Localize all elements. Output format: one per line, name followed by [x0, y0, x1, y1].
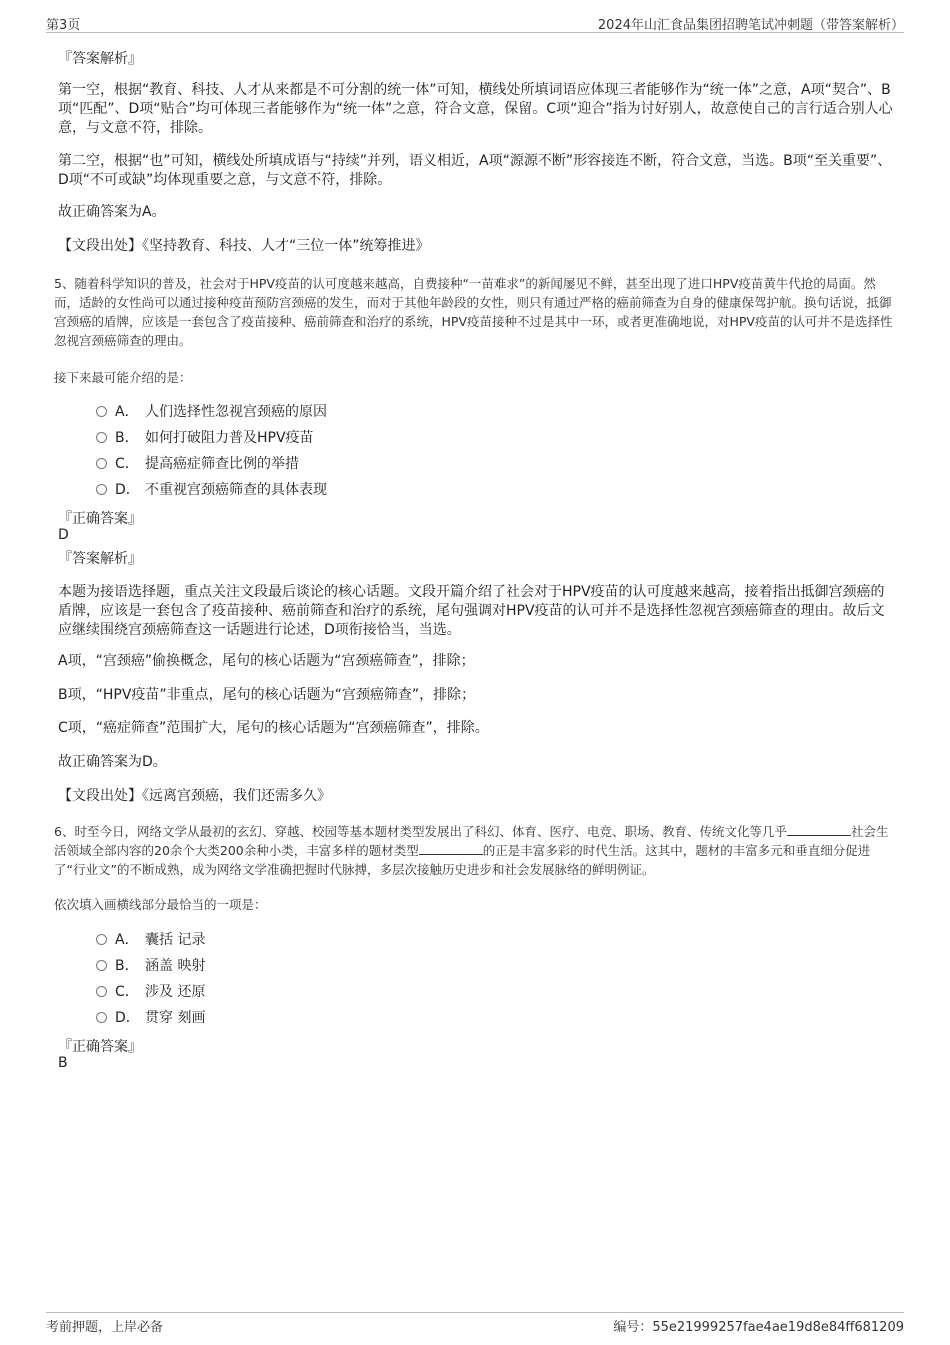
- fill-blank-1: [787, 823, 851, 836]
- q5-stem: 5、随着科学知识的普及，社会对于HPV疫苗的认可度越来越高，自费接种“一苗难求”的新闻屡见不鲜，甚至出现了进口HPV疫苗黄牛代抢的局面。然而，适龄的女性尚可以通过接种疫苗预防宫颈癌的发生，而对于其他年龄段的女性，则只有通过严格的癌前筛查为自身的健康保驾护航。换句话说，抵御宫颈癌的盾牌，应该是一套包含了疫苗接种、癌前筛查和治疗的系统，HPV疫苗接种不过是其中一环，或者更准确地说，对HPV疫苗的认可并不是选择性忽视宫颈癌筛查的理由。: [54, 276, 893, 348]
- q6-option-d[interactable]: D． 贯穿 刻画: [96, 1007, 205, 1027]
- q4-analysis-label: 『答案解析』: [58, 51, 142, 67]
- q4-source: 【文段出处】《坚持教育、科技、人才“三位一体”统筹推进》: [58, 238, 430, 254]
- footer-slogan: 考前押题，上岸必备: [46, 1320, 164, 1335]
- page-footer: [46, 1312, 904, 1335]
- q5-analysis-p5: 故正确答案为D。: [58, 754, 167, 770]
- q5-option-c[interactable]: C． 提高癌症筛查比例的举措: [96, 453, 299, 473]
- radio-button-icon[interactable]: [96, 458, 107, 469]
- radio-button-icon[interactable]: [96, 406, 107, 417]
- q6-answer: B: [58, 1055, 68, 1071]
- q4-analysis-p3: 故正确答案为A。: [58, 204, 166, 220]
- q4-analysis-p1: 第一空，根据“教育、科技、人才从来都是不可分割的统一体”可知，横线处所填词语应体现三者能够作为“统一体”之意，A项“契合”、B项“匹配”、D项“贴合”均可体现三者能够作为“统一体”之意，符合文意，保留。C项“迎合”指为讨好别人，故意使自己的言行适合别人心意，与文意不符，排除。: [58, 82, 893, 136]
- q4-analysis-p2: 第二空，根据“也”可知，横线处所填成语与“持续”并列，语义相近，A项“源源不断”形容接连不断，符合文意，当选。B项“至关重要”、D项“不可或缺”均体现重要之意，与文意不符，排除。: [58, 153, 892, 188]
- q5-source: 【文段出处】《远离宫颈癌，我们还需多久》: [58, 788, 331, 804]
- q6-option-a[interactable]: A． 囊括 记录: [96, 929, 205, 949]
- page-header: [46, 14, 904, 33]
- q6-option-c[interactable]: C． 涉及 还原: [96, 981, 205, 1001]
- radio-button-icon[interactable]: [96, 960, 107, 971]
- q5-option-a[interactable]: A． 人们选择性忽视宫颈癌的原因: [96, 401, 327, 421]
- q5-question: 接下来最可能介绍的是：: [54, 370, 192, 385]
- document-id: 编号：55e21999257fae4ae19d8e84ff681209: [613, 1320, 904, 1335]
- q5-analysis-p1: 本题为接语选择题，重点关注文段最后谈论的核心话题。文段开篇介绍了社会对于HPV疫苗的认可度越来越高，接着指出抵御宫颈癌的盾牌，应该是一套包含了疫苗接种、癌前筛查和治疗的系统，尾句强调对HPV疫苗的认可并不是选择性忽视宫颈癌筛查的理由。故后文应继续围绕宫颈癌筛查这一话题进行论述，D项衔接恰当，当选。: [58, 584, 885, 638]
- radio-button-icon[interactable]: [96, 432, 107, 443]
- q6-answer-label: 『正确答案』: [58, 1039, 142, 1055]
- page-number: 第3页: [46, 18, 81, 33]
- radio-button-icon[interactable]: [96, 986, 107, 997]
- q5-answer: D: [58, 527, 69, 543]
- document-title: 2024年山汇食品集团招聘笔试冲刺题（带答案解析）: [597, 18, 904, 33]
- q5-answer-label: 『正确答案』: [58, 511, 142, 527]
- q5-option-b[interactable]: B． 如何打破阻力普及HPV疫苗: [96, 427, 314, 447]
- q5-analysis-p4: C项，“癌症筛查”范围扩大，尾句的核心话题为“宫颈癌筛查”，排除。: [58, 720, 489, 736]
- q5-analysis-p2: A项，“宫颈癌”偷换概念，尾句的核心话题为“宫颈癌筛查”，排除；: [58, 653, 475, 669]
- q5-analysis-p3: B项，“HPV疫苗”非重点，尾句的核心话题为“宫颈癌筛查”，排除；: [58, 687, 476, 703]
- fill-blank-2: [419, 842, 483, 855]
- q6-question: 依次填入画横线部分最恰当的一项是：: [54, 897, 267, 912]
- q5-option-d[interactable]: D． 不重视宫颈癌筛查的具体表现: [96, 479, 327, 499]
- q5-analysis-label: 『答案解析』: [58, 551, 142, 567]
- radio-button-icon[interactable]: [96, 484, 107, 495]
- radio-button-icon[interactable]: [96, 934, 107, 945]
- radio-button-icon[interactable]: [96, 1012, 107, 1023]
- q6-option-b[interactable]: B． 涵盖 映射: [96, 955, 205, 975]
- q6-stem: 6、时至今日，网络文学从最初的玄幻、穿越、校园等基本题材类型发展出了科幻、体育、医疗、电竞、职场、教育、传统文化等几乎 社会生活领域全部内容的20余个大类200余种小类，丰富多样的题材类型 的正是丰富多彩的时代生活。这其中，题材的丰富多元和垂直细分促进了“行业文”的不断成熟，成为网络文学准确把握时代脉搏，多层次接触历史进步和社会发展脉络的鲜明例证。: [54, 824, 889, 877]
